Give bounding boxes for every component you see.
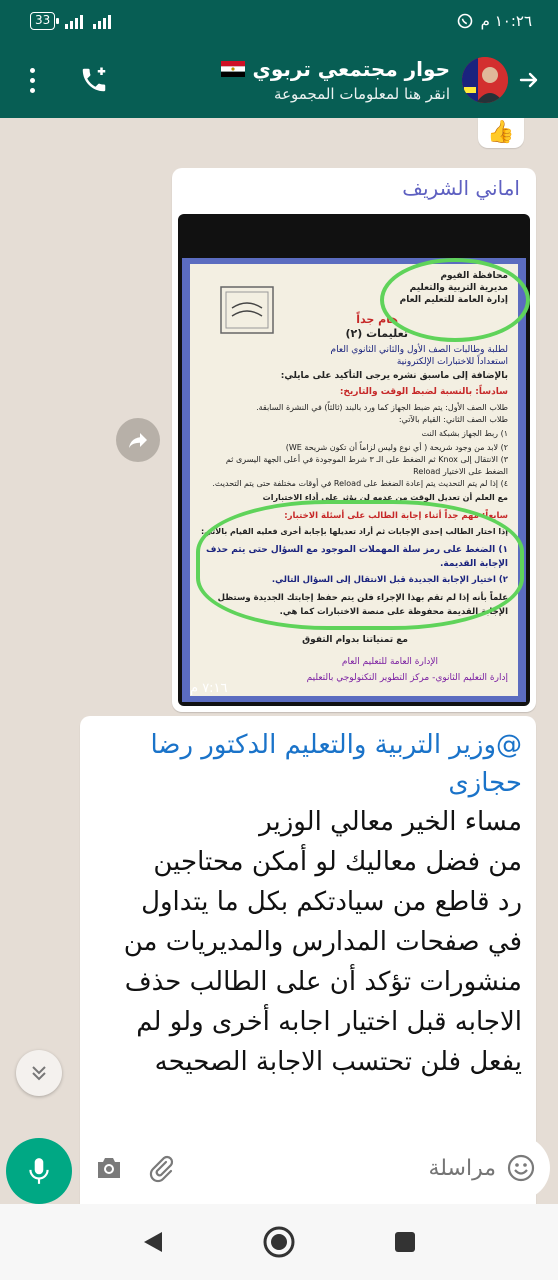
doc-line16: الإجابة القديمة. (439, 559, 508, 569)
back-button[interactable] (514, 60, 544, 100)
doc-heading: تعليمات (٢) (345, 327, 408, 340)
doc-line7: ١) ربط الجهاز بشبكة النت (421, 429, 508, 438)
message-line: مساء الخير معالي الوزير (259, 807, 522, 837)
doc-line18: علماً بأنه إذا لم تقم بهذا الإجراء فلن يتم حفظ إجابتك الجديدة وستظل (217, 593, 508, 603)
input-bar (0, 1132, 558, 1204)
microphone-icon (26, 1156, 52, 1186)
reaction-message[interactable]: 👍 (478, 118, 524, 148)
forward-icon (126, 428, 150, 452)
message-line: الاجابه قبل اختيار اجابه أخرى ولو لم (136, 1007, 522, 1037)
add-call-icon (79, 65, 109, 95)
status-time: ١٠:٢٦ م (480, 12, 532, 30)
add-call-button[interactable] (64, 58, 124, 102)
triangle-back-icon (142, 1230, 164, 1254)
whatsapp-notification-icon (457, 13, 473, 29)
doc-line17: ٢) اختيار الإجابة الجديدة قبل الانتقال إلى السؤال التالي. (271, 575, 508, 585)
message-line: منشورات تؤكد أن على الطالب حذف (124, 967, 522, 997)
group-info[interactable] (124, 57, 462, 103)
battery-icon: 33 (30, 12, 55, 30)
voice-record-button[interactable] (6, 1138, 72, 1204)
chat-area[interactable] (0, 118, 558, 1204)
group-name: حوار مجتمعي تربوي (252, 57, 450, 81)
arrow-right-icon (517, 68, 541, 92)
avatar-image (462, 57, 508, 103)
message-line: يفعل فلن تحتسب الاجابة الصحيحه (154, 1047, 522, 1077)
sender-name[interactable]: اماني الشريف (402, 176, 520, 200)
doc-line3: بالإضافة إلى ماسبق نشره يرجى التأكيد على مايلي: (280, 371, 508, 381)
doc-line6: طلاب الصف الثاني: القيام بالآتي: (398, 415, 508, 424)
scroll-to-bottom-button[interactable] (16, 1050, 62, 1096)
home-circle-icon (262, 1225, 296, 1259)
doc-line13: سابعاً: مهم جداً أثناء إجابة الطالب على أسئلة الاختبار: (284, 511, 508, 521)
doc-line12: مع العلم أن تعديل الوقت من عدمه لن يؤثر على أداء الاختبارات (262, 493, 508, 502)
signal-icon-2 (93, 13, 111, 29)
text-message-body (94, 726, 522, 1082)
doc-line1: لطلبة وطالبات الصف الأول والثاني الثانوي العام (330, 345, 508, 355)
nav-recents-button[interactable] (385, 1222, 425, 1262)
message-line: رد قاطع من سيادتكم بكل ما يتداول (141, 887, 522, 917)
document-image (182, 258, 526, 702)
doc-line22: إدارة التعليم الثانوي- مركز التطوير التكنولوجي بالتعليم (306, 673, 508, 683)
doc-line14: إذا اختار الطالب إحدى الإجابات ثم أراد تعديلها بإجابة أخرى فعليه القيام بالآتي: (200, 527, 508, 536)
nav-home-button[interactable] (259, 1222, 299, 1262)
highlight-circle-top (380, 258, 530, 342)
mention-link[interactable]: @وزير التربية والتعليم الدكتور رضا حجازى (150, 730, 522, 798)
square-recents-icon (393, 1230, 417, 1254)
status-right (457, 12, 532, 30)
message-input[interactable] (176, 1156, 506, 1181)
doc-line2: استعداداً للاختبارات الإلكترونية (396, 357, 508, 367)
app-bar (0, 42, 558, 118)
doc-line9: ٣) الانتقال إلى Knox ثم الضغط على الـ ٣ شرط الموجودة في أعلى الجهة اليسرى ثم (225, 455, 508, 464)
egypt-flag-icon (221, 61, 245, 77)
doc-dept: إدارة العامة للتعليم العام (399, 295, 508, 305)
nav-back-button[interactable] (133, 1222, 173, 1262)
status-left (30, 12, 111, 30)
group-title (124, 57, 450, 81)
message-line: في صفحات المدارس والمديريات من (123, 927, 522, 957)
doc-important: هام جداً (356, 313, 398, 326)
image-attachment[interactable] (178, 214, 530, 706)
doc-line4: سادساً: بالنسبة لضبط الوقت والتاريخ: (339, 387, 508, 397)
doc-line20: مع تمنياتنا بدوام التفوق (302, 635, 408, 645)
system-nav-bar (0, 1204, 558, 1280)
group-avatar[interactable] (462, 57, 508, 103)
doc-line19: الإجابة القديمة محفوظة على منصة الاختبارات كما هي. (279, 607, 508, 617)
group-subtitle: انقر هنا لمعلومات المجموعة (274, 85, 450, 103)
more-options-icon[interactable] (14, 60, 50, 100)
emoji-icon[interactable] (506, 1153, 536, 1183)
message-input-container (80, 1136, 550, 1200)
attach-icon[interactable] (146, 1153, 176, 1183)
doc-line8: ٢) لابد من وجود شريحة ( أي نوع وليس لزاماً أن تكون شريحة WE) (285, 443, 508, 452)
doc-line10: الضغط على الاختيار Reload (413, 467, 508, 476)
text-message[interactable] (80, 716, 536, 1204)
doc-gov: محافظة الفيوم (440, 271, 508, 281)
document-page (190, 264, 518, 696)
input-actions (94, 1153, 176, 1183)
doc-dir: مديرية التربية والتعليم (409, 283, 508, 293)
chat-header (0, 0, 558, 118)
signal-icon (65, 13, 83, 29)
double-chevron-down-icon (28, 1062, 50, 1084)
camera-icon[interactable] (94, 1154, 124, 1182)
message-time: ٧:١٦ م (190, 681, 228, 696)
seal-stamp (220, 286, 274, 334)
doc-line5: طلاب الصف الأول: يتم ضبط الجهاز كما ورد بالبند (ثالثاً) في النشرة السابقة. (256, 403, 508, 412)
forward-button[interactable] (116, 418, 160, 462)
highlight-circle-bottom (196, 500, 524, 630)
doc-line11: ٤) إذا لم يتم التحديث يتم إعادة الضغط على Reload في أوقات مختلفة حتى يتم التحديث. (212, 479, 508, 488)
doc-line15: ١) الضغط على رمز سلة المهملات الموجود مع السؤال حتى يتم حذف (205, 545, 508, 555)
message-line: من فضل معاليك لو أمكن محتاجين (153, 847, 522, 877)
doc-line21: الإدارة العامة للتعليم العام (341, 657, 438, 667)
status-bar (0, 0, 558, 42)
image-message[interactable] (172, 168, 536, 712)
